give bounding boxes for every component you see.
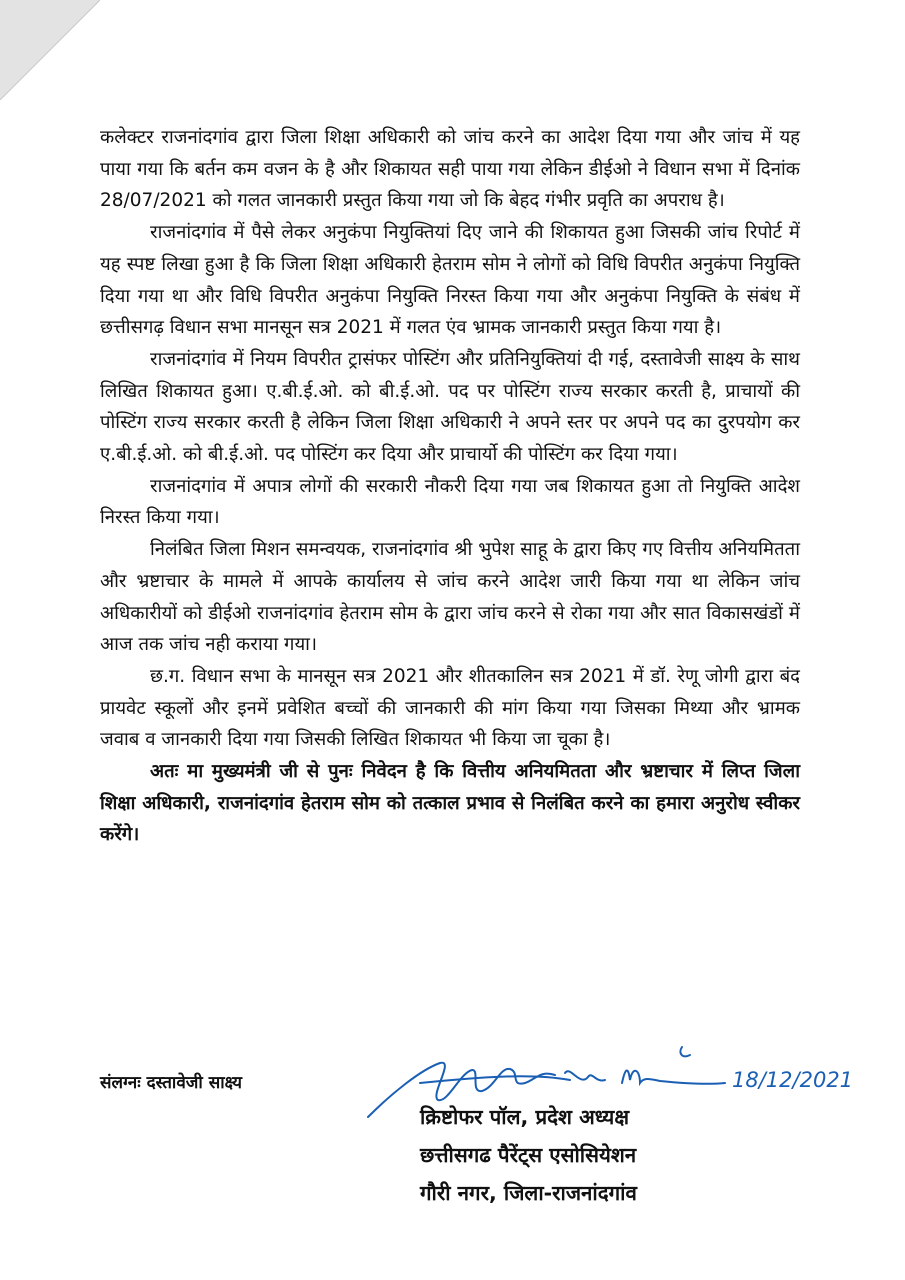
organization-address: गौरी नगर, जिला-राजनांदगांव — [420, 1181, 637, 1205]
folded-corner — [0, 0, 100, 100]
paragraph-transfer-postings: राजनांदगांव में नियम विपरीत ट्रासंफर पोस्टिंग और प्रतिनियुक्तियां दी गई, दस्तावेजी साक्ष्य के साथ लिखित शिकायत हुआ। ए.बी.ई.ओ. को बी.ई.ओ. पद पर पोस्टिंग राज्य सरकार करती है, प्राचायों की पोस्टिंग राज्य सरकार करती है लेकिन जिला शिक्षा अधिकारी ने अपने स्तर पर अपने पद का दुरपयोग कर ए.बी.ई.ओ. को बी.ई.ओ. पद पोस्टिंग कर दिया और प्राचार्यो की पोस्टिंग कर दिया गया। — [100, 348, 800, 466]
organization-name: छत्तीसगढ पैरेंट्स एसोसियेशन — [420, 1143, 637, 1167]
paragraph-request: अतः मा मुख्यमंत्री जी से पुनः निवेदन है कि वित्तीय अनियमितता और भ्रष्टाचार में लिप्त जिला शिक्षा अधिकारी, राजनांदगांव हेतराम सोम को तत्काल प्रभाव से निलंबित करने का हमारा अनुरोध स्वीकर करेंगे। — [100, 761, 800, 846]
paragraph-compassionate-appointments: राजनांदगांव में पैसे लेकर अनुकंपा नियुक्तियां दिए जाने की शिकायत हुआ जिसकी जांच रिपोर्ट में यह स्पष्ट लिखा हुआ है कि जिला शिक्षा अधिकारी हेतराम सोम ने लोगों को विधि विपरीत अनुकंपा नियुक्ति दिया गया था और विधि विपरीत अनुकंपा नियुक्ति निरस्त किया गया और अनुकंपा नियुक्ति के संबंध में छत्तीसगढ़ विधान सभा मानसून सत्र 2021 में गलत एंव भ्रामक जानकारी प्रस्तुत किया गया है। — [100, 222, 800, 339]
signatory-name: क्रिष्टोफर पॉल, प्रदेश अध्यक्ष — [420, 1105, 630, 1129]
paragraph-assembly-question: छ.ग. विधान सभा के मानसून सत्र 2021 और शीतकालिन सत्र 2021 में डॉ. रेणू जोगी द्वारा बंद प्रायवेट स्कूलों और इनमें प्रवेशित बच्चों की जानकारी की मांग किया गया जिसका मिथ्या और भ्रामक जवाब व जानकारी दिया गया जिसकी लिखित शिकायत भी किया जा चूका है। — [100, 665, 800, 751]
paragraph-ineligible-jobs: राजनांदगांव में अपात्र लोगों की सरकारी नौकरी दिया गया जब शिकायत हुआ तो नियुक्ति आदेश निरस्त किया गया। — [100, 475, 800, 529]
signature-block — [420, 1098, 800, 1212]
paragraph-financial-irregularity: निलंबित जिला मिशन समन्वयक, राजनांदगांव श्री भुपेश साहू के द्वारा किए गए वित्तीय अनियमितता और भ्रष्टाचार के मामले में आपके कार्यालय से जांच करने आदेश जारी किया गया था लेकिन जांच अधिकारीयों को डीईओ राजनांदगांव हेतराम सोम के द्वारा जांच करने से रोका गया और सात विकासखंडों में आज तक जांच नही कराया गया। — [100, 539, 800, 656]
signature-date: 18/12/2021 — [732, 1068, 854, 1092]
letter-body — [100, 122, 800, 851]
enclosure-note: संलग्नः दस्तावेजी साक्ष्य — [100, 1073, 243, 1093]
paragraph-dgo-complaint: कलेक्टर राजनांदगांव द्वारा जिला शिक्षा अधिकारी को जांच करने का आदेश दिया गया और जांच में यह पाया गया कि बर्तन कम वजन के है और शिकायत सही पाया गया लेकिन डीईओ ने विधान सभा में दिनांक 28/07/2021 को गलत जानकारी प्रस्तुत किया गया जो कि बेहद गंभीर प्रवृति का अपराध है। — [100, 127, 800, 212]
